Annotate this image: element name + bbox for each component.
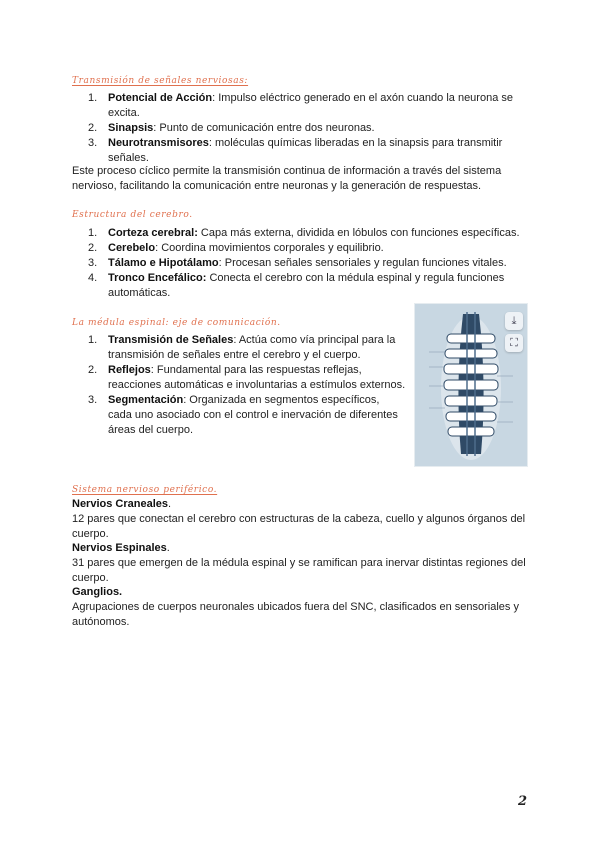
transmision-paragraph: Este proceso cíclico permite la transmisión continua de información a través del sistema nervioso, facilitando la comunicación entre neuronas y la generación de respuestas. [72, 165, 502, 192]
section-heading-estructura: Estructura del cerebro. [72, 210, 193, 220]
periferico-term-craneales: Nervios Craneales. [72, 498, 172, 510]
section-heading-transmision: Transmisión de señales nerviosas: [72, 76, 249, 86]
periferico-term-ganglios: Ganglios. [72, 586, 123, 598]
expand-icon[interactable]: ⛶ [505, 334, 523, 352]
section-heading-periferico: Sistema nervioso periférico. [72, 485, 218, 495]
list-item: 4. Tronco Encefálico: Conecta el cerebro con la médula espinal y regula funciones automáticas. [88, 272, 505, 299]
periferico-text-espinales: 31 pares que emergen de la médula espinal y se ramifican para inervar distintas regiones del cuerpo. [72, 557, 526, 584]
list-item: 3. Neurotransmisores: moléculas químicas liberadas en la sinapsis para transmitir señales. [88, 137, 503, 164]
periferico-text-craneales: 12 pares que conectan el cerebro con estructuras de la cabeza, cuello y algunos órganos del cuerpo. [72, 513, 526, 540]
list-item: 2. Cerebelo: Coordina movimientos corporales y equilibrio. [88, 242, 384, 254]
list-item: 2. Sinapsis: Punto de comunicación entre dos neuronas. [88, 122, 375, 134]
list-item: 2. Reflejos: Fundamental para las respuestas reflejas, reacciones automáticas e involuntarias a estímulos externos. [88, 364, 406, 391]
periferico-term-espinales: Nervios Espinales. [72, 542, 170, 554]
list-item: 1. Potencial de Acción: Impulso eléctrico generado en el axón cuando la neurona se excita. [88, 92, 513, 119]
page-number: 2 [518, 794, 528, 809]
list-item: 3. Tálamo e Hipotálamo: Procesan señales sensoriales y regulan funciones vitales. [88, 257, 507, 269]
list-item: 1. Transmisión de Señales: Actúa como vía principal para la transmisión de señales entre el cerebro y el cuerpo. [88, 334, 396, 361]
transmision-list [72, 91, 532, 166]
estructura-list [72, 226, 532, 301]
list-item: 3. Segmentación: Organizada en segmentos específicos, cada uno asociado con el control e inervación de diferentes áreas del cuerpo. [88, 394, 398, 436]
spinal-cord-figure [414, 303, 528, 467]
download-icon[interactable]: ⤓ [505, 312, 523, 330]
list-item: 1. Corteza cerebral: Capa más externa, dividida en lóbulos con funciones específicas. [88, 227, 520, 239]
section-heading-medula: La médula espinal: eje de comunicación. [72, 318, 281, 328]
periferico-text-ganglios: Agrupaciones de cuerpos neuronales ubicados fuera del SNC, clasificados en sensoriales y autónomos. [72, 601, 519, 628]
medula-list [72, 333, 406, 438]
